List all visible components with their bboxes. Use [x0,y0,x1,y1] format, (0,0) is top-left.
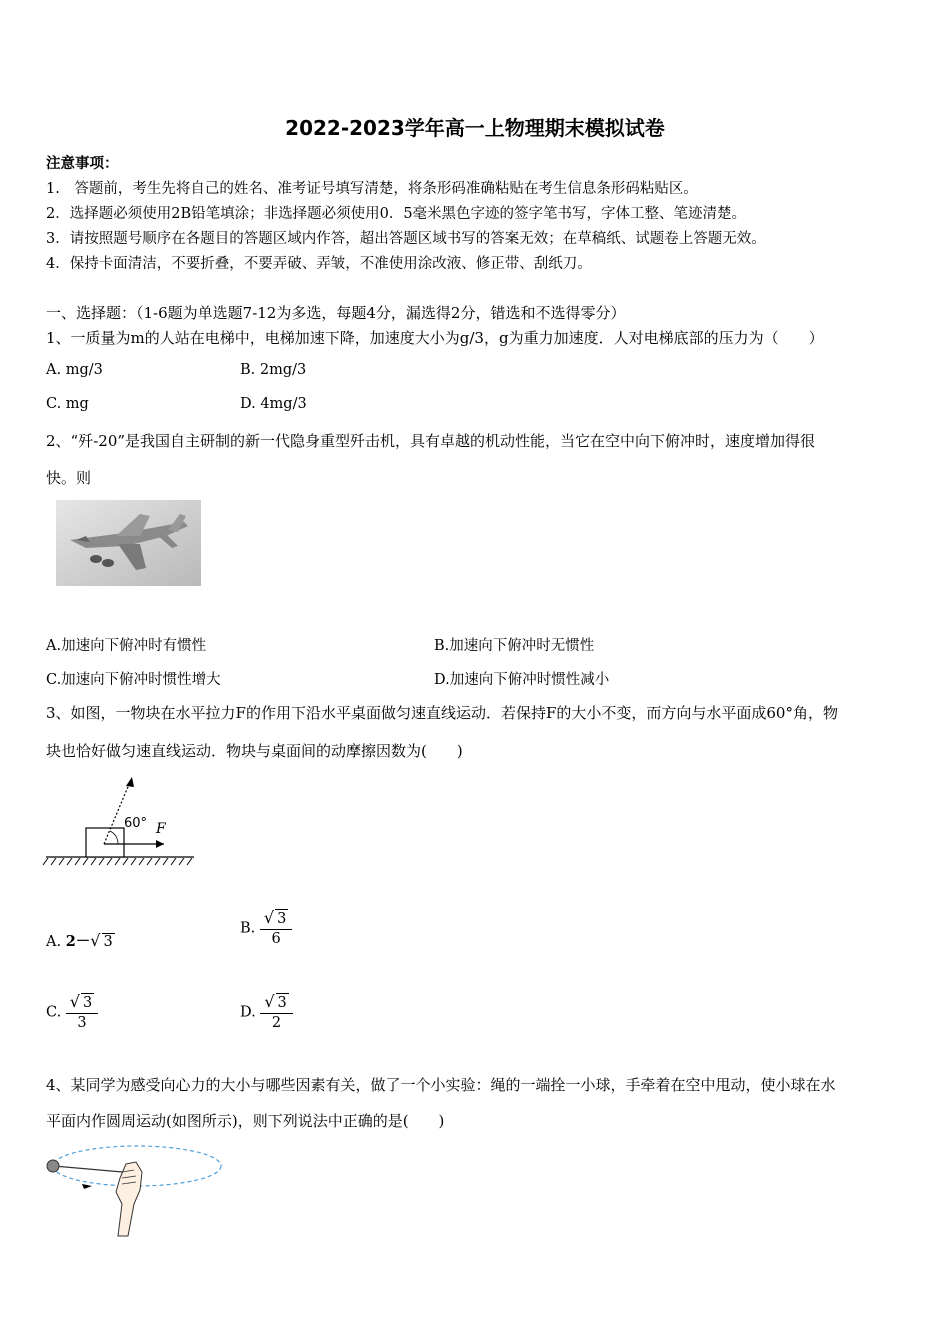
notice-item: 4．保持卡面清洁，不要折叠，不要弄破、弄皱，不准使用涂改液、修正带、刮纸刀。 [46,256,592,272]
circular-motion-figure [42,1142,224,1238]
question-1-stem: 1、一质量为m的人站在电梯中，电梯加速下降，加速度大小为g/3，g为重力加速度．人对电梯底部的压力为（ ） [46,329,824,347]
question-3-stem-cont: 块也恰好做匀速直线运动．物块与桌面间的动摩擦因数为( ) [46,742,463,760]
notice-item: 2．选择题必须使用2B铅笔填涂；非选择题必须使用0．5毫米黑色字迹的签字笔书写，字体工整、笔迹清楚。 [46,206,747,222]
q3-option-d-den: 2 [271,1014,282,1031]
q2-option-d: D.加速向下俯冲时惯性减小 [434,672,610,688]
q3-option-b-den: 6 [271,930,281,947]
q1-option-d: D. 4mg/3 [240,396,307,412]
notice-item: 3．请按照题号顺序在各题目的答题区域内作答，超出答题区域书写的答案无效；在草稿纸、试题卷上答题无效。 [46,231,766,247]
q3-option-a-label: A. [46,934,62,950]
fighter-jet-figure [56,500,201,586]
q3-option-d-label: D. [240,1004,256,1021]
q3-option-a: A. 2－√ 3 [46,931,113,950]
q3-option-b-label: B. [240,920,256,937]
angle-label: 60° [124,816,148,831]
question-4-stem: 4、某同学为感受向心力的大小与哪些因素有关，做了一个小实验：绳的一端拴一小球，手牵着在空中甩动，使小球在水 [46,1076,836,1094]
q3-option-d: D. $\frac{√ 3}{2}$ [240,992,293,1033]
q3-option-c-label: C. [46,1004,62,1021]
notice-item: 1. 答题前，考生先将自己的姓名、准考证号填写清楚，将条形码准确粘贴在考生信息条形码粘贴区。 [46,181,698,197]
q1-option-b: B. 2mg/3 [240,362,307,378]
question-2-stem: 2、“歼-20”是我国自主研制的新一代隐身重型歼击机，具有卓越的机动性能，当它在空中向下俯冲时，速度增加得很 [46,432,816,450]
q3-option-c-num: 3 [83,995,93,1011]
q2-option-b: B.加速向下俯冲时无惯性 [434,638,595,654]
q2-option-a: A.加速向下俯冲时有惯性 [46,638,207,654]
force-label: F [156,821,166,837]
question-3-stem: 3、如图，一物块在水平拉力F的作用下沿水平桌面做匀速直线运动．若保持F的大小不变，而方向与水平面成60°角，物 [46,704,838,722]
q3-option-b: B. $\frac{√ 3}{6}$ [240,908,292,949]
q3-option-a-prefix: 2－ [65,933,91,950]
question-2-stem-cont: 快。则 [46,469,92,487]
q3-option-b-num: 3 [277,911,287,927]
page-title: 2022-2023学年高一上物理期末模拟试卷 [285,116,665,140]
q3-option-d-num: 3 [277,995,287,1011]
q3-option-a-radicand: 3 [103,934,113,950]
section-heading: 一、选择题：（1-6题为单选题7-12为多选，每题4分，漏选得2分，错选和不选得零分） [46,304,626,322]
q3-option-c: C. $\frac{√ 3}{3}$ [46,992,98,1033]
question-4-stem-cont: 平面内作圆周运动(如图所示)，则下列说法中正确的是( ) [46,1112,445,1130]
force-diagram-figure [42,770,202,870]
q3-option-c-den: 3 [77,1014,87,1031]
q1-option-a: A. mg/3 [46,362,103,378]
q1-option-c: C. mg [46,396,89,412]
notice-heading: 注意事项： [46,155,119,172]
q2-option-c: C.加速向下俯冲时惯性增大 [46,672,221,688]
